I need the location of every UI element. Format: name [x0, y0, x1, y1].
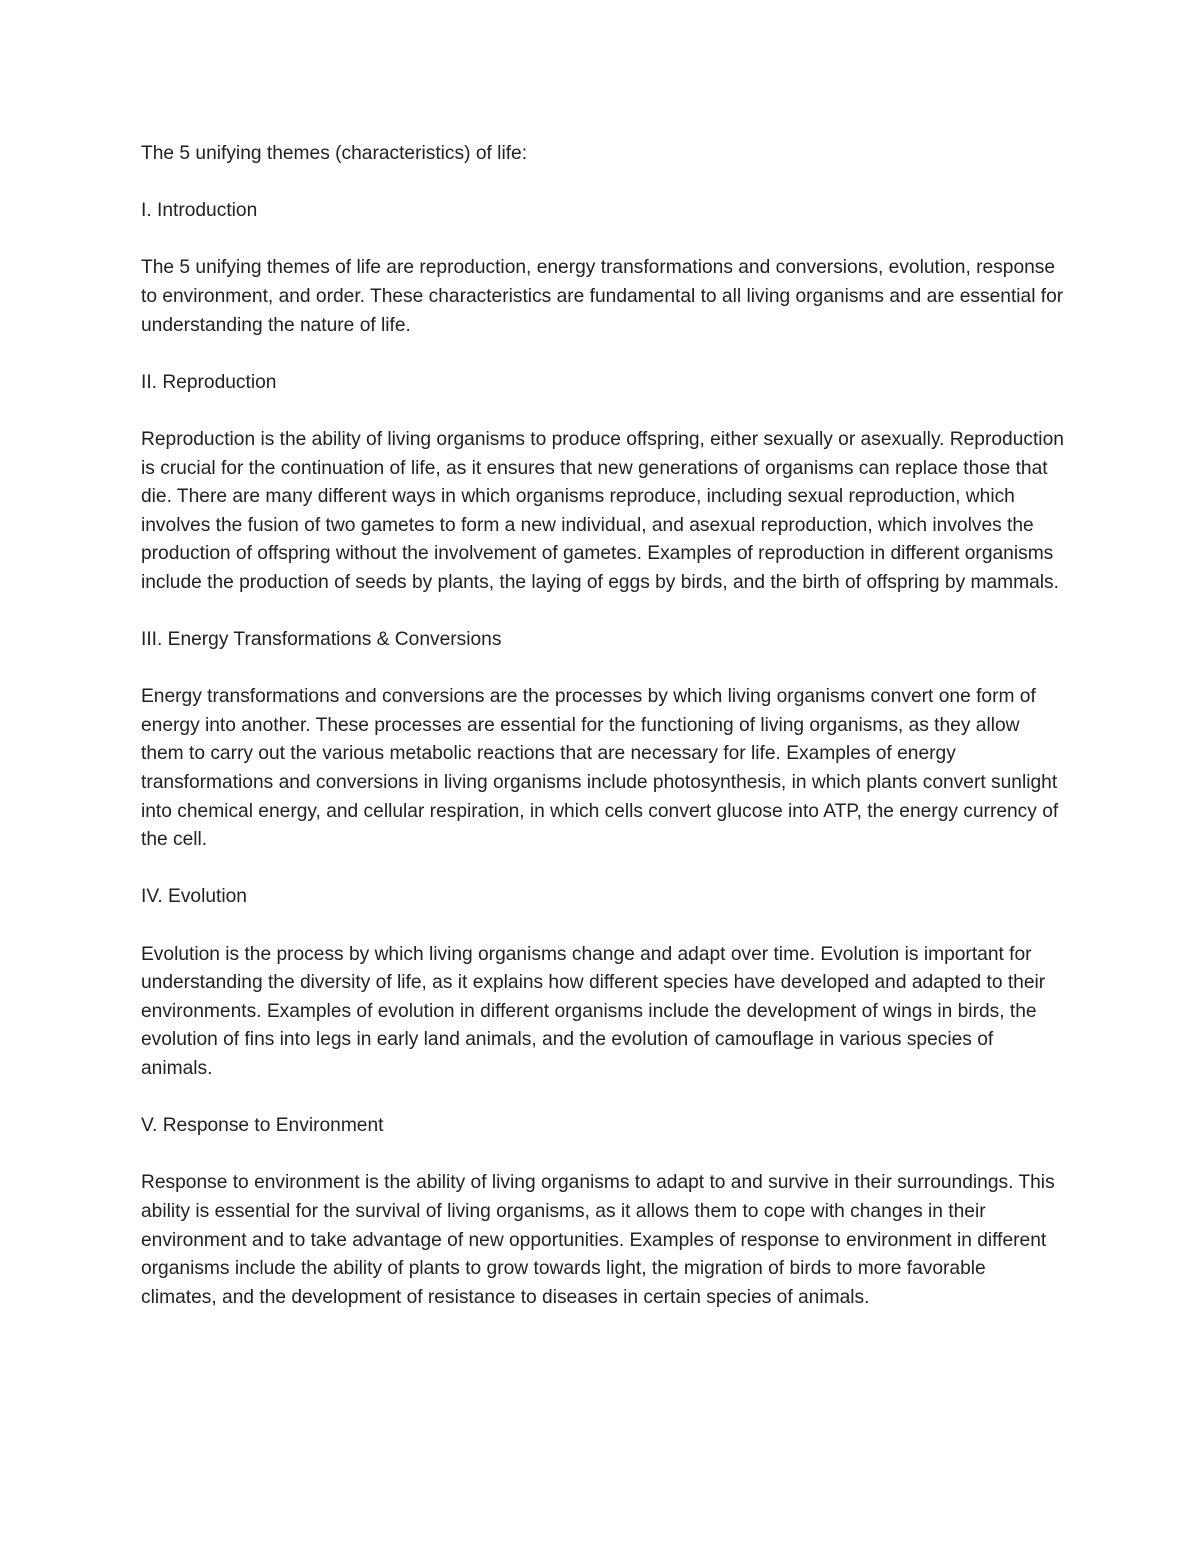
section-body-introduction: The 5 unifying themes of life are reproduction, energy transformations and conversions, evolution, response to environment, and order. These characteristics are fundamental to all living organisms and are essential for understanding the nature of life.: [141, 257, 1064, 336]
section-body-response: Response to environment is the ability of living organisms to adapt to and survive in their surroundings. This ability is essential for the survival of living organisms, as it allows them to cope with changes in their environment and to take advantage of new opportunities. Examples of response to environment in different organisms include the ability of plants to grow towards light, the migration of birds to more favorable climates, and the development of resistance to diseases in certain species of animals.: [141, 1172, 1055, 1308]
document-title: The 5 unifying themes (characteristics) of life:: [141, 143, 528, 164]
section-heading-response: V. Response to Environment: [141, 1115, 384, 1137]
section-heading-evolution: IV. Evolution: [141, 886, 247, 908]
section-body-energy: Energy transformations and conversions are the processes by which living organisms convert one form of energy into another. These processes are essential for the functioning of living organisms, as they allow them to carry out the various metabolic reactions that are necessary for life. Examples of energy transformations and conversions in living organisms include photosynthesis, in which plants convert sunlight into chemical energy, and cellular respiration, in which cells convert glucose into ATP, the energy currency of the cell.: [141, 686, 1059, 851]
section-heading-energy: III. Energy Transformations & Conversions: [141, 629, 502, 651]
section-body-reproduction: Reproduction is the ability of living organisms to produce offspring, either sexually or asexually. Reproduction is crucial for the continuation of life, as it ensures that new generations of organisms can replace those that die. There are many different ways in which organisms reproduce, including sexual reproduction, which involves the fusion of two gametes to form a new individual, and asexual reproduction, which involves the production of offspring without the involvement of gametes. Examples of reproduction in different organisms include the production of seeds by plants, the laying of eggs by birds, and the birth of offspring by mammals.: [141, 428, 1064, 593]
section-heading-introduction: I. Introduction: [141, 200, 258, 222]
document-body: [141, 140, 1066, 1341]
section-body-evolution: Evolution is the process by which living organisms change and adapt over time. Evolution is important for understanding the diversity of life, as it explains how different species have developed and adapted to their environments. Examples of evolution in different organisms include the development of wings in birds, the evolution of fins into legs in early land animals, and the evolution of camouflage in various species of animals.: [141, 943, 1046, 1079]
section-heading-reproduction: II. Reproduction: [141, 371, 277, 393]
